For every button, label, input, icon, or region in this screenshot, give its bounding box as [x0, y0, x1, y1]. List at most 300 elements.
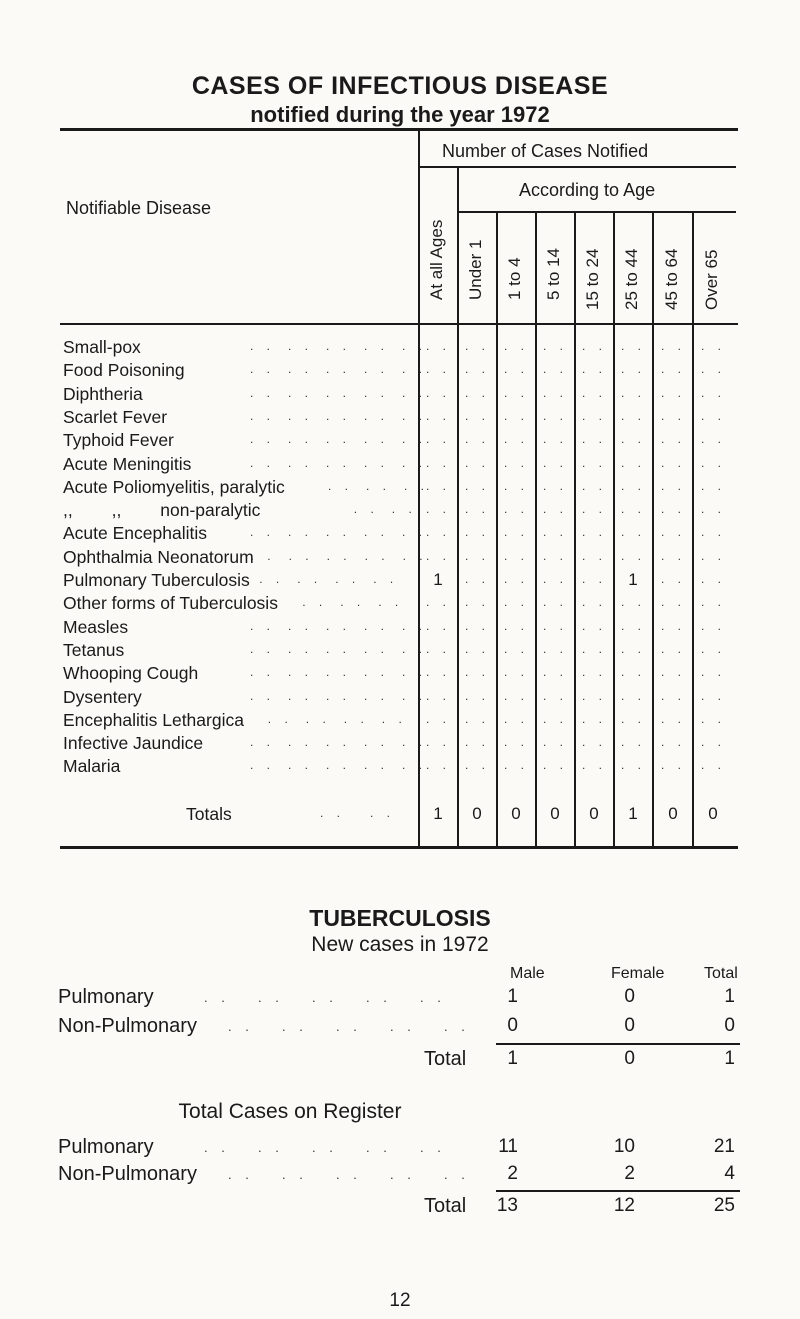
leader-dots: . . [426, 455, 452, 470]
leader-dots: . . [288, 525, 314, 540]
leader-dots: . . [661, 735, 687, 750]
leader-dots: . . [402, 641, 428, 656]
leader-dots: . . [390, 1167, 416, 1182]
col-divider [613, 211, 615, 846]
leader-dots: . . [465, 641, 491, 656]
leader-dots: . . [364, 618, 390, 633]
disease-label: Food Poisoning [63, 360, 185, 381]
leader-dots: . . [465, 572, 491, 586]
tb-female-value: 0 [624, 1048, 635, 1069]
tb-female-value: 0 [624, 1015, 635, 1036]
leader-dots: . . [621, 432, 647, 447]
page-subtitle: notified during the year 1972 [250, 102, 550, 127]
leader-dots: . . [420, 1140, 446, 1155]
leader-dots: . . [402, 618, 428, 633]
leader-dots: . . [353, 502, 379, 517]
leader-dots: . . [402, 362, 428, 377]
leader-dots: . . [364, 432, 390, 447]
leader-dots: . . [621, 735, 647, 750]
tb-total-label: Total [424, 1195, 467, 1217]
leader-dots: . . [465, 548, 491, 563]
leader-dots: . . [621, 455, 647, 470]
leader-dots: . . [364, 735, 390, 750]
leader-dots: . . [504, 525, 530, 540]
leader-dots: . . [426, 408, 452, 423]
leader-dots: . . [259, 572, 285, 586]
leader-dots: . . [250, 758, 276, 773]
leader-dots: . . [465, 432, 491, 447]
leader-dots: . . [543, 455, 569, 470]
leader-dots: . . [364, 385, 390, 400]
disease-label: Whooping Cough [63, 663, 199, 684]
totals-cell: 0 [668, 804, 678, 823]
leader-dots: . . [426, 641, 452, 656]
tb-male-value: 1 [507, 986, 518, 1007]
leader-dots: . . [402, 385, 428, 400]
disease-label: Small-pox [63, 337, 141, 357]
leader-dots: . . [326, 758, 352, 773]
leader-dots: . . [621, 478, 647, 493]
leader-dots: . . [404, 478, 430, 493]
leader-dots: . . [250, 432, 276, 447]
tb-total-label: Total [424, 1048, 467, 1070]
leader-dots: . . [288, 432, 314, 447]
col-divider [496, 211, 498, 846]
col-header: 45 to 64 [662, 248, 681, 310]
leader-dots: . . [250, 362, 276, 377]
col-header: Over 65 [702, 249, 721, 310]
leader-dots: . . [465, 525, 491, 540]
leader-dots: . . [661, 385, 687, 400]
leader-dots: . . [582, 641, 608, 656]
totals-cell: 0 [708, 804, 718, 823]
leader-dots: . . [621, 595, 647, 610]
leader-dots: . . [426, 711, 452, 726]
leader-dots: . . [364, 408, 390, 423]
leader-dots: . . [543, 408, 569, 423]
disease-label: Pulmonary Tuberculosis [63, 570, 250, 590]
leader-dots: . . [582, 665, 608, 680]
leader-dots: . . [391, 502, 417, 517]
leader-dots: . . [621, 385, 647, 400]
leader-dots: . . [621, 758, 647, 773]
leader-dots: . . [366, 478, 392, 493]
leader-dots: . . [326, 385, 352, 400]
age-header: According to Age [519, 180, 656, 200]
table-cell: 1 [433, 570, 443, 589]
leader-dots: . . [258, 990, 284, 1005]
leader-dots: . . [543, 595, 569, 610]
leader-dots: . . [465, 758, 491, 773]
leader-dots: . . [543, 641, 569, 656]
leader-dots: . . [543, 618, 569, 633]
leader-dots: . . [543, 525, 569, 540]
leader-dots: . . [504, 408, 530, 423]
leader-dots: . . [288, 735, 314, 750]
totals-label: Totals [186, 804, 232, 824]
leader-dots: . . [621, 618, 647, 633]
leader-dots: . . [326, 432, 352, 447]
tb-total-value: 4 [724, 1163, 735, 1184]
tb-male-value: 13 [496, 1195, 518, 1216]
leader-dots: . . [504, 665, 530, 680]
leader-dots: . . [661, 595, 687, 610]
table-cell: 1 [628, 570, 638, 589]
tb-male-value: 11 [498, 1136, 518, 1157]
leader-dots: . . [288, 641, 314, 656]
leader-dots: . . [661, 688, 687, 703]
leader-dots: . . [701, 502, 727, 517]
leader-dots: . . [364, 665, 390, 680]
leader-dots: . . [420, 990, 446, 1005]
leader-dots: . . [661, 665, 687, 680]
tb-heading: TUBERCULOSIS [309, 905, 491, 931]
leader-dots: . . [621, 641, 647, 656]
leader-dots: . . [582, 362, 608, 377]
leader-dots: . . [465, 339, 491, 353]
leader-dots: . . [305, 711, 331, 726]
leader-dots: . . [582, 525, 608, 540]
leader-dots: . . [661, 758, 687, 773]
leader-dots: . . [426, 735, 452, 750]
col-divider-allages [457, 166, 459, 846]
number-header: Number of Cases Notified [442, 141, 649, 161]
leader-dots: . . [402, 455, 428, 470]
leader-dots: . . [335, 572, 361, 586]
leader-dots: . . [661, 548, 687, 563]
leader-dots: . . [282, 1019, 308, 1034]
leader-dots: . . [582, 385, 608, 400]
leader-dots: . . [364, 455, 390, 470]
leader-dots: . . [444, 1019, 470, 1034]
leader-dots: . . [250, 735, 276, 750]
col-header: 1 to 4 [505, 257, 524, 300]
tb-total-value: 0 [724, 1015, 735, 1036]
disease-label: Dysentery [63, 686, 142, 707]
leader-dots: . . [258, 1140, 284, 1155]
leader-dots: . . [326, 665, 352, 680]
leader-dots: . . [582, 548, 608, 563]
leader-dots: . . [661, 572, 687, 586]
leader-dots: . . [250, 385, 276, 400]
leader-dots: . . [402, 735, 428, 750]
tb-male-value: 1 [507, 1048, 518, 1069]
leader-dots: . . [426, 548, 452, 563]
leader-dots: . . [426, 385, 452, 400]
leader-dots: . . [701, 618, 727, 633]
leader-dots: . . [250, 688, 276, 703]
leader-dots: . . [250, 665, 276, 680]
leader-dots: . . [543, 548, 569, 563]
totals-cell: 1 [628, 804, 638, 823]
leader-dots: . . [661, 432, 687, 447]
tb-total-value: 21 [713, 1136, 735, 1157]
leader-dots: . . [320, 806, 346, 820]
leader-dots: . . [621, 502, 647, 517]
disease-label: ,, ,, non-paralytic [63, 500, 261, 521]
leader-dots: . . [504, 548, 530, 563]
disease-label: Encephalitis Lethargica [63, 709, 244, 730]
leader-dots: . . [402, 758, 428, 773]
leader-dots: . . [582, 711, 608, 726]
leader-dots: . . [326, 525, 352, 540]
leader-dots: . . [543, 665, 569, 680]
tb-total-value: 1 [724, 1048, 735, 1069]
leader-dots: . . [288, 385, 314, 400]
leader-dots: . . [621, 339, 647, 353]
tb-row-label: Non-Pulmonary [58, 1163, 197, 1185]
leader-dots: . . [465, 595, 491, 610]
leader-dots: . . [621, 548, 647, 563]
leader-dots: . . [366, 990, 392, 1005]
tb-register-heading: Total Cases on Register [178, 1100, 402, 1123]
leader-dots: . . [364, 758, 390, 773]
leader-dots: . . [582, 618, 608, 633]
leader-dots: . . [465, 711, 491, 726]
leader-dots: . . [364, 641, 390, 656]
leader-dots: . . [228, 1019, 254, 1034]
tb-male-value: 2 [507, 1163, 518, 1184]
leader-dots: . . [465, 408, 491, 423]
tb-row-label: Pulmonary [58, 986, 154, 1008]
leader-dots: . . [582, 595, 608, 610]
tb-new-heading: New cases in 1972 [311, 933, 489, 956]
col-male: Male [510, 965, 545, 982]
leader-dots: . . [312, 990, 338, 1005]
leader-dots: . . [426, 595, 452, 610]
leader-dots: . . [328, 478, 354, 493]
leader-dots: . . [288, 408, 314, 423]
leader-dots: . . [582, 339, 608, 353]
leader-dots: . . [465, 618, 491, 633]
leader-dots: . . [288, 362, 314, 377]
leader-dots: . . [543, 432, 569, 447]
leader-dots: . . [250, 339, 276, 353]
header-bottom-rule [60, 323, 738, 325]
leader-dots: . . [326, 548, 352, 563]
leader-dots: . . [343, 711, 369, 726]
leader-dots: . . [364, 688, 390, 703]
disease-label: Infective Jaundice [63, 733, 204, 754]
leader-dots: . . [465, 688, 491, 703]
leader-dots: . . [543, 572, 569, 586]
leader-dots: . . [370, 806, 396, 820]
tb-female-value: 0 [624, 986, 635, 1007]
leader-dots: . . [504, 455, 530, 470]
leader-dots: . . [543, 362, 569, 377]
page-title: CASES OF INFECTIOUS DISEASE [191, 72, 609, 100]
leader-dots: . . [326, 339, 352, 353]
leader-dots: . . [426, 665, 452, 680]
col-header: 15 to 24 [583, 248, 602, 310]
disease-label: Typhoid Fever [63, 430, 174, 451]
leader-dots: . . [621, 688, 647, 703]
leader-dots: . . [701, 478, 727, 493]
sum-rule [496, 1190, 740, 1192]
page-number: 12 [389, 1290, 411, 1311]
disease-label: Tetanus [63, 639, 125, 660]
leader-dots: . . [504, 432, 530, 447]
leader-dots: . . [661, 455, 687, 470]
tb-total-value: 1 [724, 986, 735, 1007]
leader-dots: . . [582, 758, 608, 773]
leader-dots: . . [426, 432, 452, 447]
leader-dots: . . [661, 711, 687, 726]
disease-label: Ophthalmia Neonatorum [63, 546, 254, 567]
leader-dots: . . [426, 362, 452, 377]
leader-dots: . . [701, 595, 727, 610]
tb-female-value: 10 [613, 1136, 635, 1157]
leader-dots: . . [701, 572, 727, 586]
leader-dots: . . [504, 362, 530, 377]
leader-dots: . . [701, 758, 727, 773]
disease-label: Acute Encephalitis [63, 523, 207, 544]
leader-dots: . . [582, 408, 608, 423]
disease-label: Scarlet Fever [63, 406, 168, 427]
leader-dots: . . [297, 572, 323, 586]
leader-dots: . . [661, 478, 687, 493]
leader-dots: . . [426, 339, 452, 353]
leader-dots: . . [364, 339, 390, 353]
leader-dots: . . [326, 641, 352, 656]
disease-label: Malaria [63, 756, 121, 777]
leader-dots: . . [543, 339, 569, 353]
leader-dots: . . [288, 339, 314, 353]
age-header-rule [458, 211, 736, 213]
table-top-rule [60, 128, 738, 131]
leader-dots: . . [326, 735, 352, 750]
tb-total-value: 25 [713, 1195, 735, 1216]
leader-dots: . . [326, 618, 352, 633]
leader-dots: . . [701, 432, 727, 447]
leader-dots: . . [543, 688, 569, 703]
leader-dots: . . [504, 385, 530, 400]
leader-dots: . . [426, 478, 452, 493]
leader-dots: . . [364, 362, 390, 377]
leader-dots: . . [402, 548, 428, 563]
leader-dots: . . [701, 735, 727, 750]
totals-cell: 0 [511, 804, 521, 823]
leader-dots: . . [701, 688, 727, 703]
leader-dots: . . [302, 595, 328, 610]
col-header: 5 to 14 [544, 248, 563, 300]
leader-dots: . . [582, 455, 608, 470]
leader-dots: . . [582, 478, 608, 493]
leader-dots: . . [621, 362, 647, 377]
leader-dots: . . [390, 1019, 416, 1034]
leader-dots: . . [701, 455, 727, 470]
leader-dots: . . [288, 688, 314, 703]
leader-dots: . . [426, 525, 452, 540]
leader-dots: . . [504, 502, 530, 517]
leader-dots: . . [378, 595, 404, 610]
totals-cell: 0 [472, 804, 482, 823]
leader-dots: . . [250, 408, 276, 423]
disease-label: Acute Meningitis [63, 453, 192, 474]
leader-dots: . . [250, 548, 276, 563]
leader-dots: . . [543, 478, 569, 493]
leader-dots: . . [701, 362, 727, 377]
leader-dots: . . [426, 618, 452, 633]
leader-dots: . . [582, 432, 608, 447]
leader-dots: . . [326, 455, 352, 470]
leader-dots: . . [288, 548, 314, 563]
totals-cell: 0 [589, 804, 599, 823]
leader-dots: . . [465, 478, 491, 493]
leader-dots: . . [543, 385, 569, 400]
leader-dots: . . [282, 1167, 308, 1182]
leader-dots: . . [701, 408, 727, 423]
leader-dots: . . [582, 688, 608, 703]
leader-dots: . . [465, 502, 491, 517]
leader-dots: . . [381, 711, 407, 726]
leader-dots: . . [465, 455, 491, 470]
leader-dots: . . [701, 339, 727, 353]
leader-dots: . . [250, 641, 276, 656]
disease-label: Measles [63, 616, 129, 637]
totals-cell: 1 [433, 804, 443, 823]
leader-dots: . . [426, 688, 452, 703]
leader-dots: . . [661, 641, 687, 656]
leader-dots: . . [504, 339, 530, 353]
leader-dots: . . [250, 618, 276, 633]
leader-dots: . . [402, 339, 428, 353]
leader-dots: . . [288, 618, 314, 633]
leader-dots: . . [326, 688, 352, 703]
table-bottom-rule [60, 846, 738, 849]
leader-dots: . . [228, 1167, 254, 1182]
leader-dots: . . [465, 735, 491, 750]
leader-dots: . . [582, 735, 608, 750]
leader-dots: . . [701, 711, 727, 726]
col-divider [692, 211, 694, 846]
leader-dots: . . [267, 711, 293, 726]
leader-dots: . . [402, 408, 428, 423]
leader-dots: . . [701, 525, 727, 540]
leader-dots: . . [288, 455, 314, 470]
leader-dots: . . [336, 1019, 362, 1034]
disease-label: Acute Poliomyelitis, paralytic [63, 476, 285, 497]
leader-dots: . . [204, 1140, 230, 1155]
leader-dots: . . [504, 641, 530, 656]
leader-dots: . . [444, 1167, 470, 1182]
leader-dots: . . [504, 572, 530, 586]
leader-dots: . . [364, 548, 390, 563]
leader-dots: . . [366, 1140, 392, 1155]
col-divider [535, 211, 537, 846]
leader-dots: . . [504, 688, 530, 703]
leader-dots: . . [336, 1167, 362, 1182]
tb-male-value: 0 [507, 1015, 518, 1036]
leader-dots: . . [288, 665, 314, 680]
leader-dots: . . [621, 665, 647, 680]
disease-label: Other forms of Tuberculosis [63, 593, 278, 614]
leader-dots: . . [402, 525, 428, 540]
leader-dots: . . [701, 665, 727, 680]
leader-dots: . . [504, 735, 530, 750]
totals-cell: 0 [550, 804, 560, 823]
leader-dots: . . [661, 502, 687, 517]
leader-dots: . . [465, 385, 491, 400]
leader-dots: . . [543, 735, 569, 750]
leader-dots: . . [402, 665, 428, 680]
col-divider [574, 211, 576, 846]
leader-dots: . . [504, 478, 530, 493]
leader-dots: . . [326, 362, 352, 377]
col-header: 25 to 44 [622, 248, 641, 310]
leader-dots: . . [504, 758, 530, 773]
leader-dots: . . [402, 432, 428, 447]
